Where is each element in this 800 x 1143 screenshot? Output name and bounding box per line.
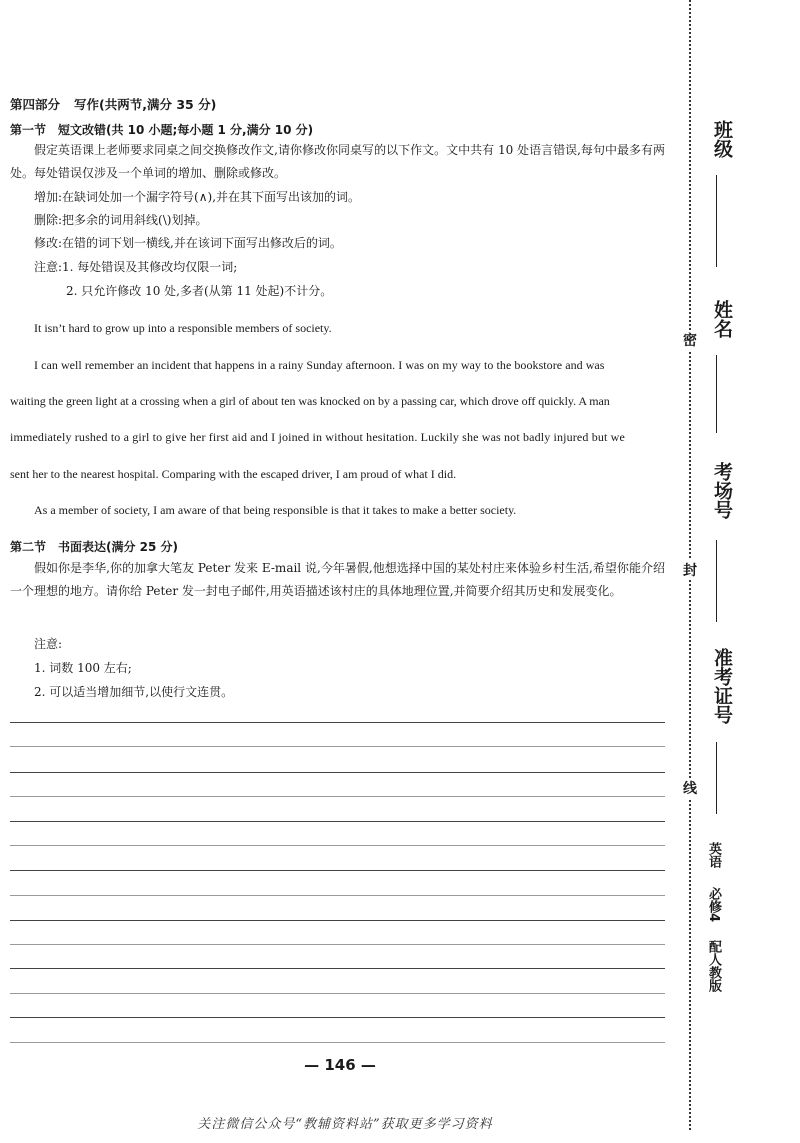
writing-line[interactable]	[10, 870, 665, 871]
note-1: 注意:1. 每处错误及其修改均仅限一词;	[34, 260, 238, 274]
part-label: 第四部分	[10, 97, 61, 112]
field-class-label: 班级	[711, 120, 733, 158]
section2-note-1: 1. 词数 100 左右;	[34, 661, 132, 675]
writing-line[interactable]	[10, 968, 665, 969]
section2-note-2: 2. 可以适当增加细节,以使行文连贯。	[34, 685, 234, 699]
section2-heading	[10, 538, 178, 555]
note-2: 2. 只允许修改 10 处,多者(从第 11 处起)不计分。	[66, 284, 333, 298]
field-class-input[interactable]	[716, 175, 717, 267]
section2-prompt: 假如你是李华,你的加拿大笔友 Peter 发来 E-mail 说,今年暑假,他想选择中国的某处村庄来体验乡村生活,希望你能介绍一个理想的地方。请你给 Peter 发一封电子邮件,用英语描述该村庄的具体地理位置,并简要介绍其历史和发展变化。	[10, 561, 665, 598]
section1-label: 第一节	[10, 123, 47, 137]
subject-book: 必修4	[706, 886, 721, 922]
writing-line[interactable]	[10, 920, 665, 921]
passage-line: sent her to the nearest hospital. Comparing with the escaped driver, I am proud of what I did.	[10, 467, 457, 481]
passage-line: As a member of society, I am aware of that being responsible is that it takes to make a better society.	[34, 503, 517, 517]
part-text: 写作(共两节,满分 35 分)	[74, 97, 217, 112]
subject-edition: 配人教版	[706, 940, 721, 993]
field-name-input[interactable]	[716, 355, 717, 433]
writing-line[interactable]	[10, 821, 665, 822]
writing-line[interactable]	[10, 1017, 665, 1018]
seal-mark: 密	[681, 330, 699, 350]
section2-note-title: 注意:	[34, 637, 63, 651]
field-name-label: 姓名	[711, 300, 733, 338]
passage-line: immediately rushed to a girl to give her first aid and I joined in without hesitation. Luckily she was not badly injured but we	[10, 430, 625, 444]
writing-line[interactable]	[10, 944, 665, 945]
section2-title: 书面表达(满分 25 分)	[58, 540, 179, 554]
passage-line: It isn’t hard to grow up into a responsible members of society.	[34, 321, 332, 335]
subject-name: 英语	[706, 842, 721, 868]
page-number: — 146 —	[304, 1056, 376, 1074]
part-title	[10, 95, 216, 113]
writing-line[interactable]	[10, 746, 665, 747]
section2-label: 第二节	[10, 540, 47, 554]
passage-line: waiting the green light at a crossing when a girl of about ten was knocked on by a passing car, which drove off quickly. A man	[10, 394, 610, 408]
subject-label	[704, 842, 723, 992]
field-exam-id-label: 准考证号	[711, 648, 733, 724]
rule-modify: 修改:在错的词下划一横线,并在该词下面写出修改后的词。	[34, 236, 342, 250]
field-exam-room-label: 考场号	[711, 462, 733, 519]
section1-heading	[10, 121, 313, 138]
writing-line[interactable]	[10, 1042, 665, 1043]
writing-line[interactable]	[10, 772, 665, 773]
field-exam-room-input[interactable]	[716, 540, 717, 622]
rule-add: 增加:在缺词处加一个漏字符号(∧),并在其下面写出该加的词。	[34, 190, 361, 204]
writing-line[interactable]	[10, 796, 665, 797]
section1-title: 短文改错(共 10 小题;每小题 1 分,满分 10 分)	[58, 123, 314, 137]
section1-intro: 假定英语课上老师要求同桌之间交换修改作文,请你修改你同桌写的以下作文。文中共有 10 处语言错误,每句中最多有两处。每处错误仅涉及一个单词的增加、删除或修改。	[10, 143, 665, 180]
passage-line: I can well remember an incident that happens in a rainy Sunday afternoon. I was on my way to the bookstore and was	[34, 358, 605, 372]
writing-line[interactable]	[10, 895, 665, 896]
field-exam-id-input[interactable]	[716, 742, 717, 814]
writing-line[interactable]	[10, 845, 665, 846]
rule-delete: 删除:把多余的词用斜线(\)划掉。	[34, 213, 208, 227]
seal-mark: 线	[681, 778, 699, 798]
footer-watermark: 关注微信公众号“教辅资料站”获取更多学习资料	[197, 1117, 493, 1132]
writing-line[interactable]	[10, 993, 665, 994]
seal-mark: 封	[681, 560, 699, 580]
writing-line[interactable]	[10, 722, 665, 723]
